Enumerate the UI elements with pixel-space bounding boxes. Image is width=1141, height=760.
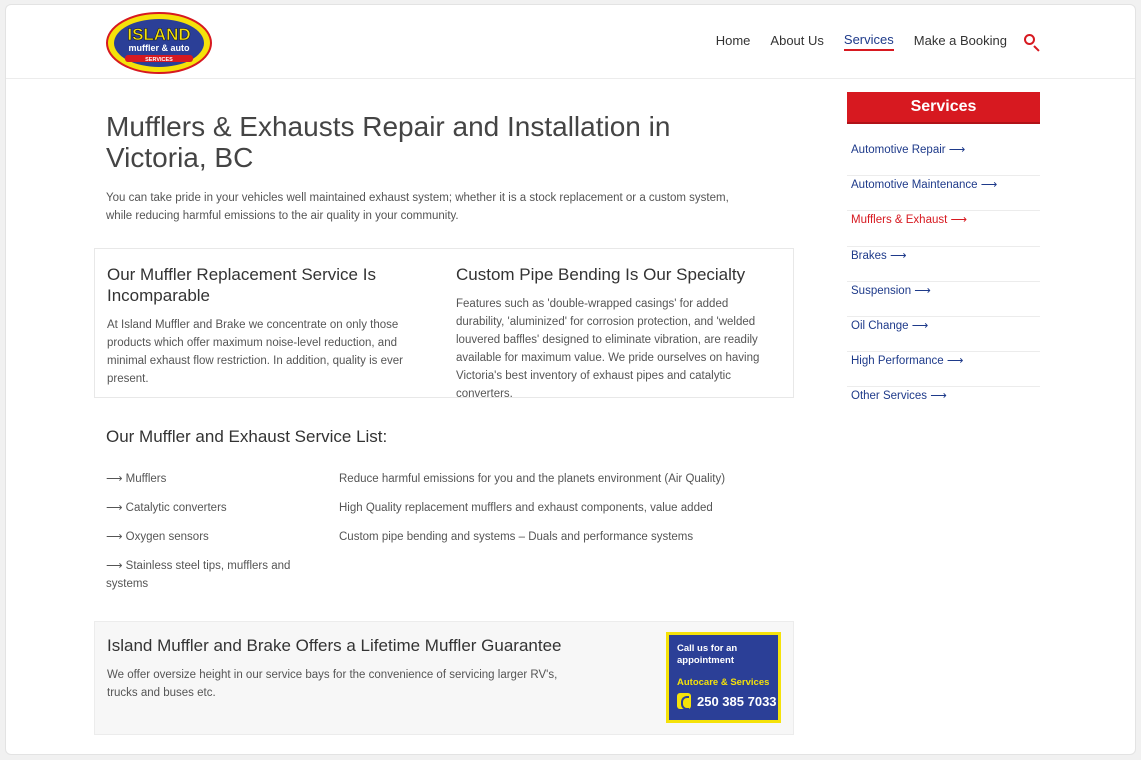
call-us-label: Call us for an appointment (677, 643, 738, 666)
list-item: ⟶ Stainless steel tips, mufflers and systems (106, 560, 291, 590)
sidebar-item-label: Other Services ⟶ (851, 390, 947, 403)
sidebar-item-label: Oil Change ⟶ (851, 319, 929, 332)
search-icon-lens (1024, 34, 1035, 45)
sidebar-item-label: Automotive Maintenance ⟶ (851, 179, 998, 192)
sidebar-item-oil-change[interactable] (847, 317, 1040, 352)
phone-row (677, 693, 777, 709)
guarantee-box (94, 621, 794, 735)
call-us-banner[interactable] (666, 632, 781, 723)
site-header (6, 5, 1135, 79)
phone-number[interactable]: 250 385 7033 (697, 693, 777, 709)
feature-pipe-bending-text: Features such as 'double-wrapped casings' for added durability, 'aluminized' for corrosion protection, and 'welded louvered baffles' designed to eliminate vibration, are readily available for maximum value. We pride ourselves on having Victoria's best inventory of exhaust pipes and catalytic converters. (456, 298, 760, 400)
intro-text: You can take pride in your vehicles well maintained exhaust system; whether it is a stock replacement or a custom system, while reducing harmful emissions to the air quality in your community. (106, 192, 729, 222)
svg-text:SERVICES: SERVICES (145, 57, 173, 63)
sidebar-item-brakes[interactable] (847, 247, 1040, 282)
list-item: Reduce harmful emissions for you and the planets environment (Air Quality) (339, 473, 726, 485)
page-frame (5, 4, 1136, 755)
main-nav (696, 32, 1041, 51)
autocare-label: Autocare & Services (677, 677, 770, 688)
sidebar-item-label: Automotive Repair ⟶ (851, 144, 966, 156)
sidebar-item-automotive-repair[interactable] (847, 141, 1040, 176)
sidebar-item-other-services[interactable] (847, 387, 1040, 422)
list-item: Custom pipe bending and systems – Duals and performance systems (339, 531, 694, 543)
sidebar-item-label: High Performance ⟶ (851, 355, 964, 368)
feature-replacement-text: At Island Muffler and Brake we concentrate on only those products which offer maximum noise-level reduction, and minimal exhaust flow restriction. In addition, quality is ever present. (107, 319, 403, 385)
sidebar-item-suspension[interactable] (847, 282, 1040, 317)
service-list-title: Our Muffler and Exhaust Service List: (106, 427, 388, 446)
services-sidebar (847, 92, 1040, 423)
sidebar-item-mufflers-exhaust[interactable] (847, 211, 1040, 246)
search-icon[interactable] (1023, 33, 1041, 51)
svg-text:ISLAND: ISLAND (127, 25, 191, 44)
feature-replacement-title: Our Muffler Replacement Service Is Incomparable (107, 265, 376, 305)
sidebar-item-label: Mufflers & Exhaust ⟶ (851, 214, 967, 227)
sidebar-item-label: Suspension ⟶ (851, 284, 931, 297)
feature-replacement (107, 264, 412, 388)
nav-about-us[interactable]: About Us (770, 33, 824, 48)
sidebar-title: Services (847, 92, 1040, 124)
feature-box (94, 248, 794, 398)
guarantee-text: We offer oversize height in our service bays for the convenience of servicing larger RV's, trucks and buses etc. (107, 669, 558, 699)
sidebar-item-label: Brakes ⟶ (851, 249, 907, 262)
nav-make-a-booking[interactable]: Make a Booking (913, 33, 1007, 48)
list-item: ⟶ Mufflers (106, 473, 167, 485)
service-benefits (339, 470, 759, 557)
guarantee-title: Island Muffler and Brake Offers a Lifetime Muffler Guarantee (107, 636, 562, 655)
search-icon-handle (1033, 45, 1039, 51)
page-title: Mufflers & Exhausts Repair and Installation in Victoria, BC (106, 111, 671, 173)
sidebar-item-automotive-maintenance[interactable] (847, 176, 1040, 211)
list-item: ⟶ Catalytic converters (106, 502, 227, 514)
nav-home[interactable]: Home (715, 33, 751, 48)
feature-pipe-bending-title: Custom Pipe Bending Is Our Specialty (456, 265, 746, 284)
phone-icon (677, 693, 691, 709)
site-logo[interactable] (105, 11, 213, 75)
feature-pipe-bending (456, 264, 776, 403)
list-item: High Quality replacement mufflers and exhaust components, value added (339, 502, 713, 514)
sidebar-item-high-performance[interactable] (847, 352, 1040, 387)
service-list (106, 470, 291, 604)
nav-services[interactable]: Services (844, 32, 894, 51)
sidebar-list (847, 141, 1040, 423)
list-item: ⟶ Oxygen sensors (106, 531, 209, 543)
svg-text:muffler & auto: muffler & auto (128, 43, 190, 53)
